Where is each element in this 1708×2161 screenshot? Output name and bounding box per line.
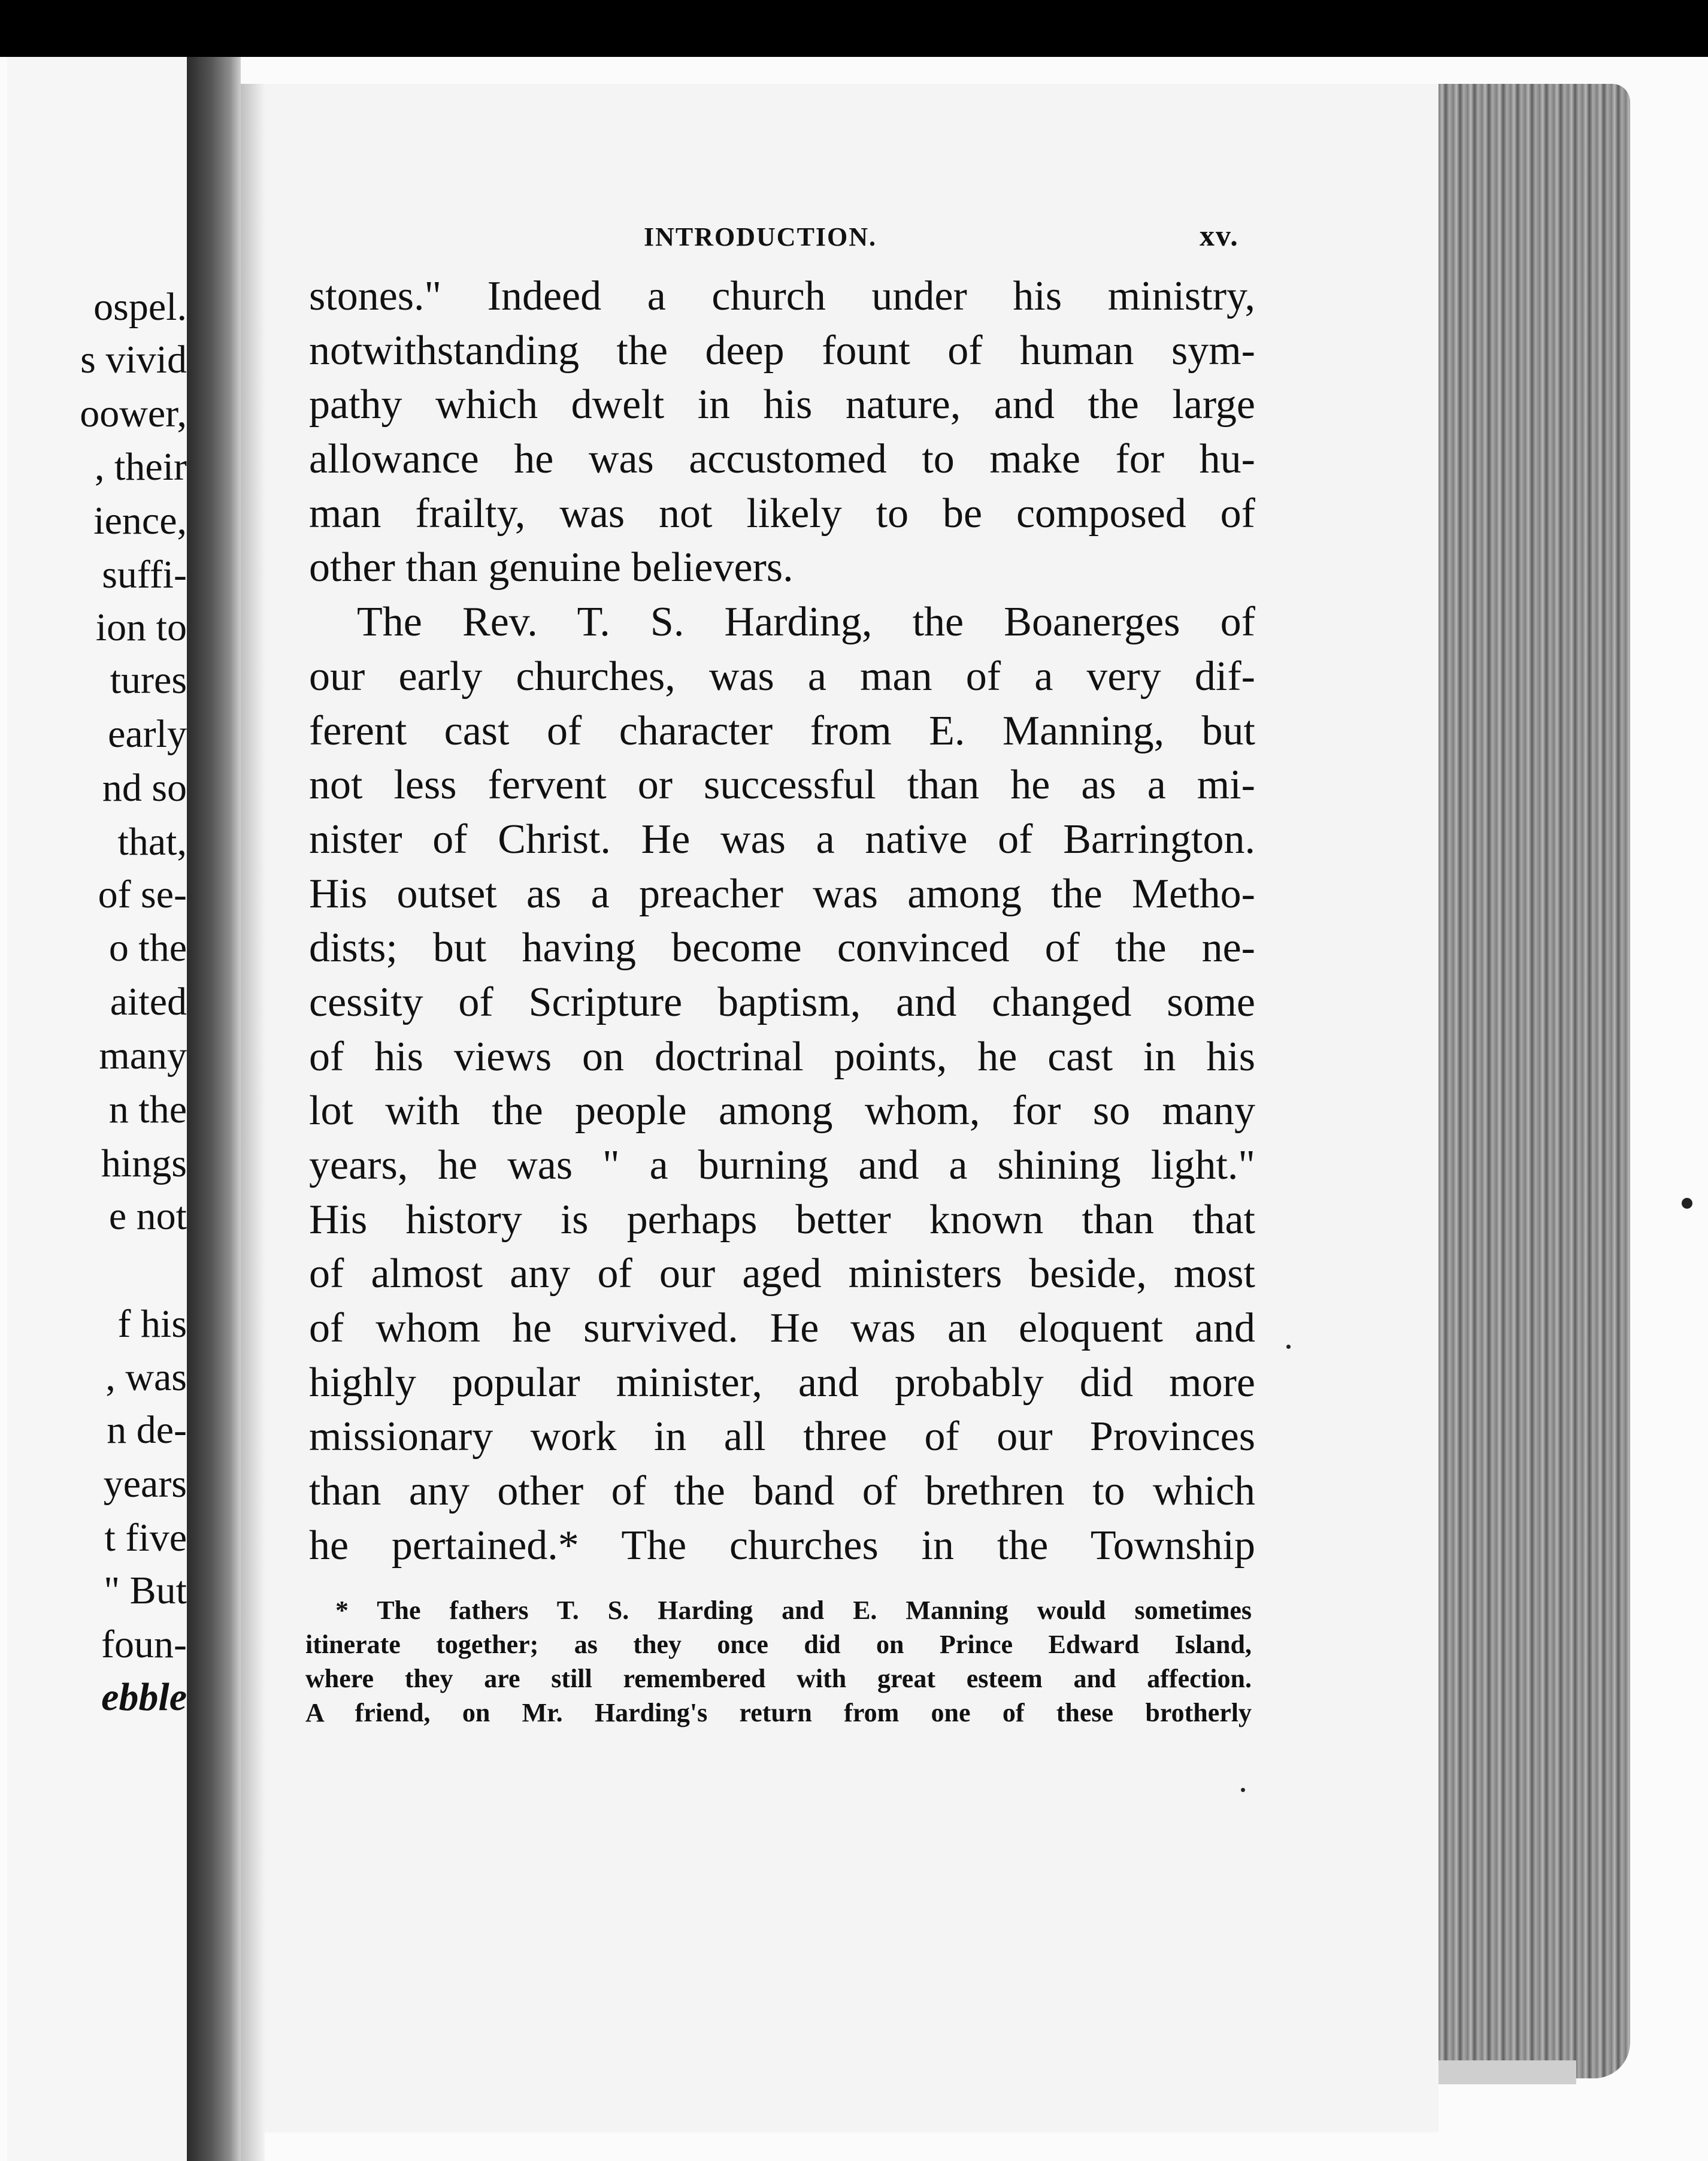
page-edge-bottom [1439, 2060, 1576, 2084]
body-line: notwithstanding the deep fount of human sym- [309, 327, 1255, 374]
body-line: stones." Indeed a church under his ministry, [309, 273, 1255, 319]
body-line: man frailty, was not likely to be composed of [309, 490, 1255, 537]
body-line: missionary work in all three of our Provinces [309, 1414, 1255, 1460]
body-line: nister of Christ. He was a native of Barrington. [309, 816, 1255, 862]
body-line: he pertained.* The churches in the Township [309, 1522, 1255, 1569]
left-page-fragment: oower, [80, 392, 187, 435]
left-page-fragment: ience, [93, 499, 187, 543]
left-page-fragment: , their [95, 445, 187, 489]
left-page-fragment: ospel. [93, 285, 187, 329]
left-page-fragment: that, [117, 820, 187, 864]
footnote [305, 1593, 1252, 1730]
left-page-fragment: t five [104, 1516, 187, 1560]
left-page-fragment: o the [108, 926, 187, 970]
body-line: other than genuine believers. [309, 544, 794, 591]
scan-speck [1682, 1198, 1692, 1209]
left-page-fragment: , was [105, 1355, 187, 1399]
body-text [309, 270, 1255, 1573]
left-page-fragment: tures [110, 658, 187, 702]
left-page-fragment: n the [108, 1088, 187, 1131]
body-line: than any other of the band of brethren to which [309, 1468, 1255, 1515]
body-line: ferent cast of character from E. Manning, but [309, 707, 1255, 754]
left-page-fragment: e not [108, 1194, 187, 1238]
footnote-line: where they are still remembered with great esteem and affection. [305, 1664, 1252, 1693]
body-line: of his views on doctrinal points, he cast in his [309, 1033, 1255, 1080]
body-line: of whom he survived. He was an eloquent and [309, 1305, 1255, 1352]
body-line: cessity of Scripture baptism, and changed some [309, 979, 1255, 1025]
left-page-fragment: of se- [98, 873, 187, 916]
footnote-line: * The fathers T. S. Harding and E. Manning would sometimes [335, 1596, 1252, 1625]
body-line: His history is perhaps better known than that [309, 1196, 1255, 1243]
left-page-fragment: many [99, 1034, 187, 1078]
left-page-fragment: nd so [102, 766, 187, 810]
left-page-fragment: hings [101, 1142, 187, 1185]
left-page-fragment: ion to [95, 606, 187, 649]
body-line: our early churches, was a man of a very dif- [309, 653, 1255, 700]
running-head: INTRODUCTION. [644, 222, 877, 252]
footnote-line: A friend, on Mr. Harding's return from one of these brotherly [305, 1698, 1252, 1727]
body-line: years, he was " a burning and a shining light." [309, 1142, 1255, 1188]
body-line: of almost any of our aged ministers beside, most [309, 1251, 1255, 1297]
scan-speck [1286, 1345, 1291, 1349]
left-page-fragment: early [108, 712, 187, 756]
left-page-fragment: years [103, 1462, 187, 1506]
body-line: highly popular minister, and probably did more [309, 1359, 1255, 1406]
footnote-line: itinerate together; as they once did on Prince Edward Island, [305, 1630, 1252, 1659]
scan-speck [1241, 1788, 1245, 1792]
body-line: The Rev. T. S. Harding, the Boanerges of [357, 599, 1255, 646]
left-page-fragment: s vivid [80, 338, 187, 382]
left-page-fragment: n de- [107, 1408, 187, 1452]
book-gutter [187, 57, 241, 2161]
page-edges [1439, 84, 1630, 2078]
left-page [7, 57, 187, 2161]
body-line: His outset as a preacher was among the Metho- [309, 870, 1255, 917]
left-page-fragment: aited [110, 980, 187, 1024]
body-line: not less fervent or successful than he as a mi- [309, 762, 1255, 809]
left-page-fragment: foun- [101, 1623, 187, 1666]
left-page-fragment: f his [117, 1302, 187, 1346]
gutter-shadow [241, 84, 265, 2161]
left-page-fragment: suffi- [102, 553, 187, 597]
body-line: pathy which dwelt in his nature, and the large [309, 382, 1255, 428]
body-line: allowance he was accustomed to make for hu- [309, 436, 1255, 483]
page-number: xv. [1200, 219, 1239, 252]
scan-border-top [0, 0, 1708, 57]
left-page-fragment: ebble [101, 1675, 187, 1719]
body-line: dists; but having become convinced of the ne- [309, 925, 1255, 971]
body-line: lot with the people among whom, for so many [309, 1088, 1255, 1134]
left-page-fragment: " But [104, 1569, 187, 1612]
